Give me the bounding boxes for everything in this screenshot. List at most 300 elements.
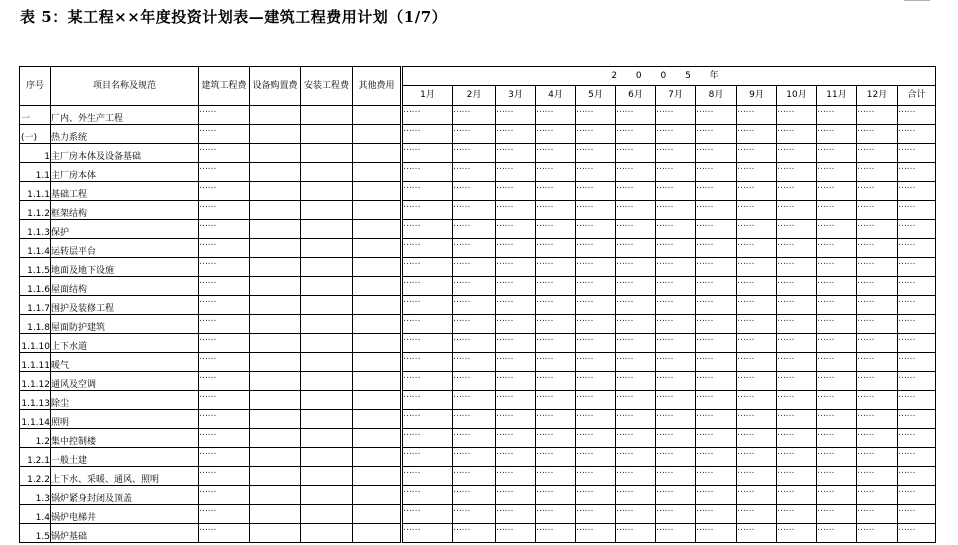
month-cell: …… (737, 467, 777, 486)
month-cell: …… (576, 505, 616, 524)
cost-cell-empty (250, 467, 301, 486)
table-row (20, 201, 936, 220)
cost-cell-empty (353, 467, 401, 486)
month-cell: …… (857, 372, 898, 391)
month-cell: …… (656, 106, 696, 125)
cost-cell-empty (250, 258, 301, 277)
month-cell: …… (576, 353, 616, 372)
month-cell: …… (576, 315, 616, 334)
month-cell: …… (696, 182, 737, 201)
month-cell: …… (898, 429, 936, 448)
table-row (20, 524, 936, 543)
month-cell: …… (737, 125, 777, 144)
month-cell: …… (857, 220, 898, 239)
month-cell: …… (496, 144, 536, 163)
month-cell: …… (857, 315, 898, 334)
row-name: 厂内、外生产工程 (51, 106, 199, 125)
month-cell: …… (453, 144, 496, 163)
month-cell: …… (616, 125, 656, 144)
month-cell: …… (696, 372, 737, 391)
month-cell: …… (898, 410, 936, 429)
month-cell: …… (898, 505, 936, 524)
month-cell: …… (576, 372, 616, 391)
month-cell: …… (817, 258, 857, 277)
month-cell: …… (536, 182, 576, 201)
month-cell: …… (898, 448, 936, 467)
row-name: 一般土建 (51, 448, 199, 467)
month-cell: …… (536, 125, 576, 144)
row-seq: 1.1.13 (20, 391, 51, 410)
cost-cell-empty (250, 182, 301, 201)
month-cell: …… (656, 486, 696, 505)
month-cell: …… (536, 391, 576, 410)
month-cell: …… (616, 353, 656, 372)
cost-cell: …… (199, 410, 250, 429)
cost-cell: …… (199, 448, 250, 467)
month-cell: …… (453, 448, 496, 467)
month-cell: …… (817, 315, 857, 334)
month-cell: …… (737, 505, 777, 524)
cost-cell-empty (250, 429, 301, 448)
month-cell: …… (857, 296, 898, 315)
month-cell: …… (453, 486, 496, 505)
month-cell: …… (496, 296, 536, 315)
month-cell: …… (857, 505, 898, 524)
cost-cell-empty (250, 334, 301, 353)
cost-cell-empty (353, 144, 401, 163)
month-cell: …… (616, 239, 656, 258)
row-name: 暖气 (51, 353, 199, 372)
row-seq: 1.4 (20, 505, 51, 524)
month-cell: …… (696, 448, 737, 467)
month-cell: …… (496, 353, 536, 372)
cost-cell-empty (250, 277, 301, 296)
month-cell: …… (496, 391, 536, 410)
month-cell: …… (453, 220, 496, 239)
cost-cell-empty (250, 391, 301, 410)
header-month: 12月 (857, 86, 898, 106)
month-cell: …… (656, 524, 696, 543)
month-cell: …… (817, 182, 857, 201)
cost-cell-empty (301, 315, 353, 334)
row-name: 地面及地下设施 (51, 258, 199, 277)
month-cell: …… (898, 220, 936, 239)
month-cell: …… (696, 144, 737, 163)
month-cell: …… (453, 163, 496, 182)
month-cell: …… (656, 315, 696, 334)
month-cell: …… (616, 467, 656, 486)
month-cell: …… (737, 163, 777, 182)
header-month: 11月 (817, 86, 857, 106)
month-cell: …… (696, 239, 737, 258)
month-cell: …… (898, 353, 936, 372)
month-cell: …… (656, 448, 696, 467)
cost-cell: …… (199, 372, 250, 391)
month-cell: …… (656, 505, 696, 524)
month-cell: …… (817, 125, 857, 144)
month-cell: …… (737, 239, 777, 258)
month-cell: …… (817, 448, 857, 467)
month-cell: …… (898, 239, 936, 258)
cost-cell-empty (353, 296, 401, 315)
cost-cell: …… (199, 144, 250, 163)
month-cell: …… (777, 144, 817, 163)
month-cell: …… (453, 429, 496, 448)
month-cell: …… (403, 258, 453, 277)
month-cell: …… (737, 296, 777, 315)
month-cell: …… (496, 182, 536, 201)
month-cell: …… (576, 334, 616, 353)
cost-cell: …… (199, 315, 250, 334)
cost-cell: …… (199, 296, 250, 315)
cost-cell-empty (301, 353, 353, 372)
month-cell: …… (898, 467, 936, 486)
month-cell: …… (453, 467, 496, 486)
cost-cell-empty (250, 296, 301, 315)
month-cell: …… (737, 372, 777, 391)
cost-cell-empty (353, 125, 401, 144)
cost-cell-empty (353, 353, 401, 372)
cost-cell-empty (250, 410, 301, 429)
cost-cell-empty (301, 201, 353, 220)
month-cell: …… (656, 258, 696, 277)
header-build-cost: 建筑工程费 (199, 67, 250, 106)
month-cell: …… (536, 163, 576, 182)
row-seq: 1.1.10 (20, 334, 51, 353)
month-cell: …… (616, 334, 656, 353)
month-cell: …… (737, 220, 777, 239)
month-cell: …… (696, 410, 737, 429)
month-cell: …… (898, 258, 936, 277)
month-cell: …… (857, 125, 898, 144)
row-name: 主厂房本体及设备基础 (51, 144, 199, 163)
month-cell: …… (737, 486, 777, 505)
month-cell: …… (898, 334, 936, 353)
month-cell: …… (857, 239, 898, 258)
month-cell: …… (777, 372, 817, 391)
month-cell: …… (576, 524, 616, 543)
month-cell: …… (857, 410, 898, 429)
month-cell: …… (496, 524, 536, 543)
month-cell: …… (696, 334, 737, 353)
month-cell: …… (656, 467, 696, 486)
cost-cell: …… (199, 391, 250, 410)
cost-cell-empty (301, 486, 353, 505)
month-cell: …… (576, 163, 616, 182)
month-cell: …… (536, 201, 576, 220)
month-cell: …… (857, 448, 898, 467)
month-cell: …… (737, 277, 777, 296)
cost-cell-empty (353, 505, 401, 524)
month-cell: …… (453, 239, 496, 258)
month-cell: …… (496, 448, 536, 467)
month-cell: …… (536, 277, 576, 296)
month-cell: …… (453, 410, 496, 429)
cost-cell: …… (199, 524, 250, 543)
month-cell: …… (737, 182, 777, 201)
month-cell: …… (696, 524, 737, 543)
header-month: 2月 (453, 86, 496, 106)
month-cell: …… (536, 429, 576, 448)
month-cell: …… (403, 144, 453, 163)
month-cell: …… (857, 467, 898, 486)
cost-cell-empty (353, 448, 401, 467)
header-month: 4月 (536, 86, 576, 106)
month-cell: …… (696, 505, 737, 524)
table-row (20, 239, 936, 258)
cost-cell: …… (199, 258, 250, 277)
month-cell: …… (536, 296, 576, 315)
month-cell: …… (496, 258, 536, 277)
row-name: 上下水、采暖、通风、照明 (51, 467, 199, 486)
month-cell: …… (403, 182, 453, 201)
cost-cell: …… (199, 201, 250, 220)
table-row (20, 410, 936, 429)
cost-cell-empty (301, 391, 353, 410)
month-cell: …… (817, 277, 857, 296)
cost-cell-empty (301, 182, 353, 201)
row-seq: 1.1.6 (20, 277, 51, 296)
cost-cell: …… (199, 467, 250, 486)
month-cell: …… (656, 353, 696, 372)
month-cell: …… (857, 163, 898, 182)
month-cell: …… (496, 163, 536, 182)
header-seq: 序号 (20, 67, 51, 106)
month-cell: …… (817, 429, 857, 448)
table-row (20, 163, 936, 182)
month-cell: …… (616, 524, 656, 543)
table-row (20, 372, 936, 391)
month-cell: …… (576, 144, 616, 163)
row-seq: 1.1 (20, 163, 51, 182)
cost-cell-empty (250, 106, 301, 125)
row-seq: 1.5 (20, 524, 51, 543)
month-cell: …… (696, 353, 737, 372)
month-cell: …… (496, 429, 536, 448)
row-seq: (一) (20, 125, 51, 144)
month-cell: …… (496, 334, 536, 353)
month-cell: …… (656, 410, 696, 429)
month-cell: …… (857, 106, 898, 125)
month-cell: …… (453, 505, 496, 524)
month-cell: …… (737, 201, 777, 220)
month-cell: …… (536, 106, 576, 125)
cost-cell-empty (250, 144, 301, 163)
month-cell: …… (656, 334, 696, 353)
cost-cell: …… (199, 106, 250, 125)
month-cell: …… (817, 353, 857, 372)
month-cell: …… (656, 391, 696, 410)
month-cell: …… (403, 315, 453, 334)
month-cell: …… (616, 201, 656, 220)
month-cell: …… (857, 486, 898, 505)
cost-cell-empty (301, 258, 353, 277)
month-cell: …… (777, 220, 817, 239)
month-cell: …… (576, 296, 616, 315)
month-cell: …… (817, 144, 857, 163)
row-name: 除尘 (51, 391, 199, 410)
month-cell: …… (737, 258, 777, 277)
month-cell: …… (616, 182, 656, 201)
cost-cell-empty (353, 163, 401, 182)
month-cell: …… (496, 410, 536, 429)
month-cell: …… (536, 467, 576, 486)
month-cell: …… (777, 486, 817, 505)
cost-cell-empty (353, 106, 401, 125)
table-row (20, 353, 936, 372)
month-cell: …… (616, 106, 656, 125)
month-cell: …… (453, 258, 496, 277)
cost-cell-empty (353, 524, 401, 543)
cost-cell-empty (301, 467, 353, 486)
month-cell: …… (403, 334, 453, 353)
month-cell: …… (616, 391, 656, 410)
month-cell: …… (737, 106, 777, 125)
month-cell: …… (576, 125, 616, 144)
cost-cell-empty (250, 505, 301, 524)
month-cell: …… (898, 125, 936, 144)
cost-cell-empty (353, 391, 401, 410)
cost-cell-empty (301, 334, 353, 353)
table-body (20, 106, 936, 543)
month-cell: …… (777, 334, 817, 353)
month-cell: …… (656, 372, 696, 391)
month-cell: …… (696, 106, 737, 125)
month-cell: …… (496, 220, 536, 239)
month-cell: …… (857, 201, 898, 220)
row-name: 运转层平台 (51, 239, 199, 258)
month-cell: …… (616, 448, 656, 467)
cost-cell-empty (353, 334, 401, 353)
month-cell: …… (777, 505, 817, 524)
month-cell: …… (777, 106, 817, 125)
month-cell: …… (777, 429, 817, 448)
month-cell: …… (898, 182, 936, 201)
month-cell: …… (576, 448, 616, 467)
month-cell: …… (453, 106, 496, 125)
table-row (20, 467, 936, 486)
month-cell: …… (403, 353, 453, 372)
month-cell: …… (576, 410, 616, 429)
month-cell: …… (656, 125, 696, 144)
month-cell: …… (737, 144, 777, 163)
month-cell: …… (536, 334, 576, 353)
row-name: 锅炉基础 (51, 524, 199, 543)
cost-cell-empty (301, 410, 353, 429)
row-seq: 1.1.5 (20, 258, 51, 277)
month-cell: …… (817, 334, 857, 353)
cost-cell-empty (250, 163, 301, 182)
header-month: 6月 (616, 86, 656, 106)
month-cell: …… (403, 505, 453, 524)
cost-cell-empty (353, 315, 401, 334)
month-cell: …… (737, 391, 777, 410)
month-cell: …… (696, 467, 737, 486)
month-cell: …… (857, 258, 898, 277)
row-name: 上下水道 (51, 334, 199, 353)
month-cell: …… (403, 277, 453, 296)
month-cell: …… (696, 125, 737, 144)
month-cell: …… (536, 315, 576, 334)
month-cell: …… (496, 277, 536, 296)
month-cell: …… (616, 410, 656, 429)
header-install-cost: 安装工程费 (301, 67, 353, 106)
month-cell: …… (403, 201, 453, 220)
month-cell: …… (616, 220, 656, 239)
month-cell: …… (536, 410, 576, 429)
month-cell: …… (616, 277, 656, 296)
month-cell: …… (403, 220, 453, 239)
cost-cell: …… (199, 125, 250, 144)
cost-cell-empty (250, 239, 301, 258)
month-cell: …… (656, 220, 696, 239)
table-row (20, 486, 936, 505)
cost-cell: …… (199, 486, 250, 505)
cost-cell-empty (301, 144, 353, 163)
corner-mark (904, 0, 930, 1)
table-row (20, 220, 936, 239)
cost-cell-empty (250, 220, 301, 239)
month-cell: …… (576, 239, 616, 258)
month-cell: …… (777, 315, 817, 334)
row-seq: 1.1.3 (20, 220, 51, 239)
month-cell: …… (576, 258, 616, 277)
month-cell: …… (616, 486, 656, 505)
month-cell: …… (898, 524, 936, 543)
month-cell: …… (737, 353, 777, 372)
month-cell: …… (576, 106, 616, 125)
month-cell: …… (656, 144, 696, 163)
month-cell: …… (536, 486, 576, 505)
month-cell: …… (453, 277, 496, 296)
row-name: 主厂房本体 (51, 163, 199, 182)
month-cell: …… (536, 372, 576, 391)
cost-cell-empty (353, 258, 401, 277)
month-cell: …… (403, 391, 453, 410)
month-cell: …… (817, 467, 857, 486)
month-cell: …… (403, 429, 453, 448)
month-cell: …… (403, 106, 453, 125)
month-cell: …… (817, 296, 857, 315)
month-cell: …… (616, 372, 656, 391)
cost-cell-empty (250, 486, 301, 505)
month-cell: …… (777, 296, 817, 315)
cost-cell-empty (301, 239, 353, 258)
month-cell: …… (576, 391, 616, 410)
month-cell: …… (898, 277, 936, 296)
cost-cell: …… (199, 334, 250, 353)
month-cell: …… (496, 372, 536, 391)
month-cell: …… (656, 163, 696, 182)
cost-cell-empty (250, 201, 301, 220)
month-cell: …… (696, 391, 737, 410)
month-cell: …… (696, 258, 737, 277)
month-cell: …… (453, 315, 496, 334)
month-cell: …… (536, 239, 576, 258)
cost-cell-empty (301, 106, 353, 125)
month-cell: …… (576, 486, 616, 505)
month-cell: …… (898, 163, 936, 182)
cost-cell: …… (199, 220, 250, 239)
month-cell: …… (898, 106, 936, 125)
table-row (20, 315, 936, 334)
row-name: 锅炉紧身封闭及顶盖 (51, 486, 199, 505)
month-cell: …… (403, 296, 453, 315)
cost-cell-empty (301, 163, 353, 182)
cost-cell: …… (199, 239, 250, 258)
month-cell: …… (403, 163, 453, 182)
table-row (20, 144, 936, 163)
